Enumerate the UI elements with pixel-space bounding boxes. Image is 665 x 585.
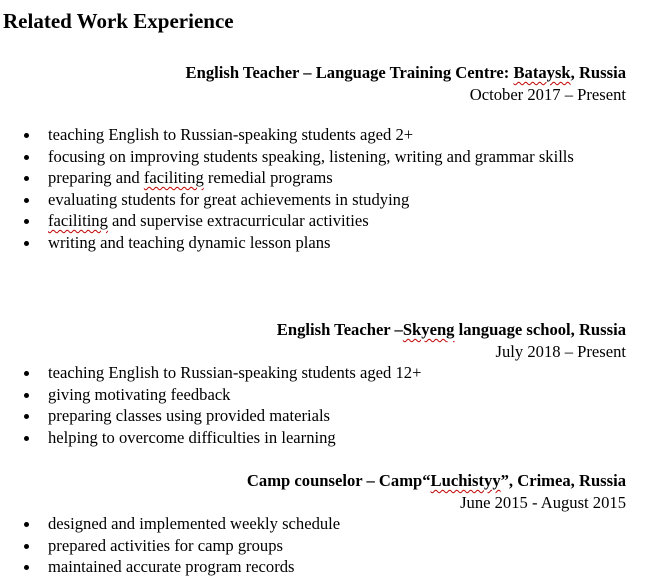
list-item: [0, 146, 620, 168]
text-segment: designed and implemented weekly schedule: [48, 514, 341, 533]
list-item: [0, 427, 620, 449]
list-item-text: [48, 124, 608, 146]
list-item: [0, 384, 620, 406]
bullet-icon: [24, 219, 29, 224]
bullet-icon: [24, 176, 29, 181]
bullet-icon: [24, 565, 29, 570]
text-segment: and supervise extracurricular activities: [107, 211, 369, 230]
job-title-prefix: Camp counselor – Camp“: [246, 471, 431, 490]
list-item-text: [48, 232, 608, 254]
list-item-text: [48, 384, 608, 406]
list-item-text: [48, 513, 608, 535]
job-duties-list: [0, 124, 620, 253]
section-title: Related Work Experience: [3, 9, 234, 33]
text-segment: preparing and: [48, 168, 144, 187]
job-title: [186, 62, 626, 84]
list-item-text: [48, 189, 608, 211]
bullet-icon: [24, 522, 29, 527]
job-title-prefix: English Teacher – Language Training Centre:: [185, 63, 514, 82]
list-item-text: [48, 146, 608, 168]
job-dates: July 2018 – Present: [495, 342, 626, 361]
text-segment: giving motivating feedback: [48, 384, 231, 404]
list-item: [0, 189, 620, 211]
bullet-icon: [24, 544, 29, 549]
list-item: [0, 405, 620, 427]
list-item: [0, 535, 620, 557]
flagged-word: faciliting: [48, 211, 108, 230]
bullet-icon: [24, 414, 29, 419]
list-item-text: [48, 405, 608, 427]
list-item: [0, 362, 620, 384]
job-duties-list: [0, 362, 620, 448]
list-item: [0, 210, 620, 232]
text-segment: remedial programs: [203, 168, 333, 187]
list-item: [0, 556, 620, 578]
job-title: [277, 319, 626, 341]
list-item-text: [48, 167, 608, 189]
job-title-flagged-word: Skyeng: [402, 320, 455, 339]
list-item-text: [48, 556, 608, 578]
text-segment: prepared activities for camp groups: [48, 535, 283, 555]
text-segment: preparing classes using provided materials: [48, 406, 331, 425]
text-segment: helping to overcome difficulties in learning: [48, 427, 336, 447]
job-title-suffix: language school, Russia: [454, 320, 626, 339]
list-item: [0, 124, 620, 146]
text-segment: evaluating students for great achievements in studying: [48, 189, 410, 209]
text-segment: maintained accurate program records: [48, 557, 295, 576]
job-title-suffix: , Russia: [570, 63, 626, 82]
bullet-icon: [24, 198, 29, 203]
job-title-prefix: English Teacher –: [276, 320, 403, 339]
bullet-icon: [24, 436, 29, 441]
job-dates: June 2015 - August 2015: [460, 493, 626, 512]
text-segment: teaching English to Russian-speaking students aged 12+: [48, 363, 422, 382]
job-title: [247, 470, 626, 492]
text-segment: writing and teaching dynamic lesson plans: [48, 232, 331, 252]
list-item-text: [48, 210, 608, 232]
bullet-icon: [24, 155, 29, 160]
job-duties-list: [0, 513, 620, 578]
list-item-text: [48, 362, 608, 384]
list-item: [0, 513, 620, 535]
list-item-text: [48, 535, 608, 557]
list-item-text: [48, 427, 608, 449]
job-title-suffix: ”, Crimea, Russia: [500, 471, 626, 490]
job-dates: October 2017 – Present: [469, 85, 626, 104]
bullet-icon: [24, 371, 29, 376]
job-title-flagged-word: Bataysk: [513, 63, 571, 82]
list-item: [0, 167, 620, 189]
bullet-icon: [24, 133, 29, 138]
flagged-word: faciliting: [143, 168, 204, 187]
bullet-icon: [24, 393, 29, 398]
job-title-flagged-word: Luchistyy: [430, 471, 501, 490]
list-item: [0, 232, 620, 254]
bullet-icon: [24, 241, 29, 246]
text-segment: teaching English to Russian-speaking students aged 2+: [48, 125, 414, 144]
text-segment: focusing on improving students speaking, listening, writing and grammar skills: [48, 146, 574, 166]
